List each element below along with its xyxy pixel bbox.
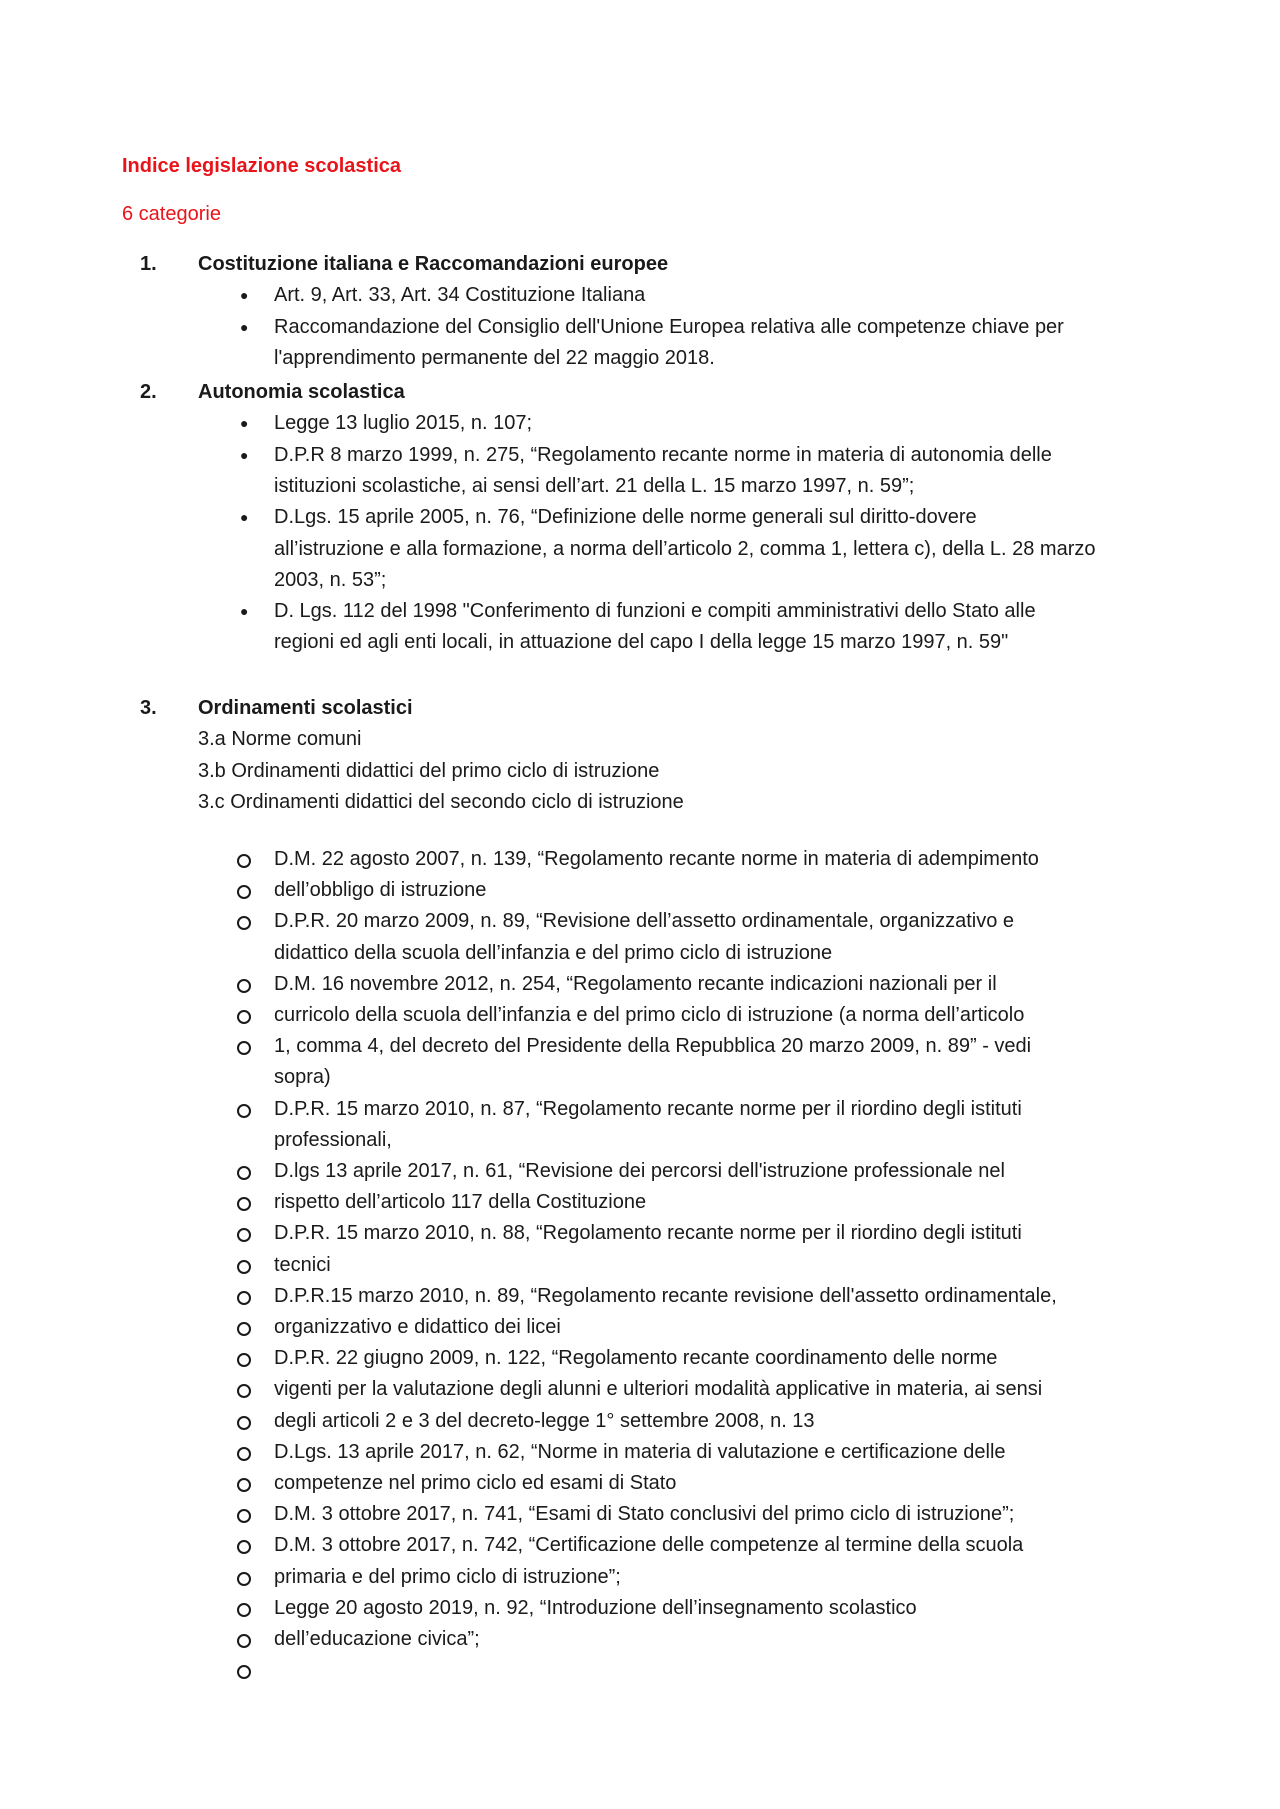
- circle-bullet-icon: [237, 1197, 251, 1211]
- circle-bullet-icon: [237, 1384, 251, 1398]
- section-number: 2.: [140, 381, 157, 403]
- section-title: Autonomia scolastica: [198, 381, 405, 403]
- subsection-label: 3.c Ordinamenti didattici del secondo ciclo di istruzione: [198, 790, 684, 813]
- document-title: Indice legislazione scolastica: [122, 155, 402, 177]
- circle-bullet-icon: [237, 1104, 251, 1118]
- list-item-text: competenze nel primo ciclo ed esami di Stato: [274, 1472, 677, 1494]
- list-item-text: D.P.R. 15 marzo 2010, n. 87, “Regolamento recante norme per il riordino degli istituti: [274, 1098, 1022, 1120]
- circle-bullet-icon: [237, 1447, 251, 1461]
- circle-bullet-icon: [237, 979, 251, 993]
- list-item-text: D.M. 3 ottobre 2017, n. 742, “Certificazione delle competenze al termine della scuola: [274, 1534, 1024, 1556]
- list-item-text: D.P.R. 22 giugno 2009, n. 122, “Regolamento recante coordinamento delle norme: [274, 1347, 998, 1369]
- bullet-icon: ●: [240, 603, 249, 620]
- list-item-text: D.lgs 13 aprile 2017, n. 61, “Revisione dei percorsi dell'istruzione professionale nel: [274, 1160, 1005, 1182]
- list-item-text: Legge 20 agosto 2019, n. 92, “Introduzione dell’insegnamento scolastico: [274, 1597, 917, 1619]
- list-item-text: dell’educazione civica”;: [274, 1628, 480, 1650]
- subsection-label: 3.a Norme comuni: [198, 728, 362, 751]
- list-item-text: vigenti per la valutazione degli alunni e ulteriori modalità applicative in materia, ai sensi: [274, 1378, 1043, 1400]
- list-item-text: didattico della scuola dell’infanzia e del primo ciclo di istruzione: [274, 942, 833, 964]
- bullet-icon: ●: [240, 509, 249, 526]
- bullet-text-line: D.Lgs. 15 aprile 2005, n. 76, “Definizione delle norme generali sul diritto-dovere: [274, 506, 977, 529]
- bullet-text-line: D. Lgs. 112 del 1998 "Conferimento di funzioni e compiti amministrativi dello Stato alle: [274, 600, 1036, 623]
- circle-bullet-icon: [237, 1572, 251, 1586]
- list-item-text: professionali,: [274, 1129, 392, 1151]
- bullet-text-line: Legge 13 luglio 2015, n. 107;: [274, 412, 532, 435]
- bullet-icon: ●: [240, 415, 249, 432]
- circle-bullet-icon: [237, 1353, 251, 1367]
- circle-bullet-icon: [237, 1260, 251, 1274]
- circle-bullet-icon: [237, 854, 251, 868]
- bullet-text-line: all’istruzione e alla formazione, a norma dell’articolo 2, comma 1, lettera c), della L. 28 marzo: [274, 537, 1096, 560]
- bullet-text-line: l'apprendimento permanente del 22 maggio 2018.: [274, 346, 715, 369]
- list-item-text: sopra): [274, 1066, 331, 1088]
- bullet-text-line: Raccomandazione del Consiglio dell'Unione Europea relativa alle competenze chiave per: [274, 315, 1064, 338]
- circle-bullet-icon: [237, 1228, 251, 1242]
- circle-bullet-icon: [237, 1416, 251, 1430]
- circle-bullet-icon: [237, 1665, 251, 1679]
- list-item-text: 1, comma 4, del decreto del Presidente della Repubblica 20 marzo 2009, n. 89” - vedi: [274, 1035, 1032, 1057]
- section-number: 3.: [140, 697, 157, 719]
- circle-bullet-icon: [237, 1166, 251, 1180]
- circle-bullet-icon: [237, 1010, 251, 1024]
- bullet-text-line: Art. 9, Art. 33, Art. 34 Costituzione Italiana: [274, 284, 646, 307]
- list-item-text: D.P.R.15 marzo 2010, n. 89, “Regolamento recante revisione dell'assetto ordinamentale,: [274, 1285, 1057, 1307]
- circle-bullet-icon: [237, 1509, 251, 1523]
- bullet-text-line: istituzioni scolastiche, ai sensi dell’art. 21 della L. 15 marzo 1997, n. 59”;: [274, 474, 915, 497]
- circle-bullet-icon: [237, 885, 251, 899]
- list-item-text: D.M. 22 agosto 2007, n. 139, “Regolamento recante norme in materia di adempimento: [274, 848, 1039, 870]
- list-item-text: D.M. 16 novembre 2012, n. 254, “Regolamento recante indicazioni nazionali per il: [274, 973, 997, 995]
- circle-bullet-icon: [237, 1041, 251, 1055]
- section-title: Ordinamenti scolastici: [198, 697, 413, 719]
- list-item-text: D.P.R. 15 marzo 2010, n. 88, “Regolamento recante norme per il riordino degli istituti: [274, 1222, 1022, 1244]
- list-item-text: rispetto dell’articolo 117 della Costituzione: [274, 1191, 647, 1213]
- section-number: 1.: [140, 253, 157, 275]
- circle-bullet-icon: [237, 1291, 251, 1305]
- list-item-text: organizzativo e didattico dei licei: [274, 1316, 561, 1338]
- bullet-text-line: D.P.R 8 marzo 1999, n. 275, “Regolamento recante norme in materia di autonomia delle: [274, 443, 1052, 466]
- list-item-text: D.M. 3 ottobre 2017, n. 741, “Esami di Stato conclusivi del primo ciclo di istruzione”;: [274, 1503, 1015, 1525]
- circle-bullet-icon: [237, 916, 251, 930]
- bullet-icon: ●: [240, 287, 249, 304]
- list-item-text: primaria e del primo ciclo di istruzione”;: [274, 1566, 621, 1588]
- circle-bullet-icon: [237, 1603, 251, 1617]
- document-subtitle: 6 categorie: [122, 203, 221, 225]
- bullet-icon: ●: [240, 446, 249, 463]
- list-item-text: degli articoli 2 e 3 del decreto-legge 1° settembre 2008, n. 13: [274, 1410, 815, 1432]
- list-item-text: D.P.R. 20 marzo 2009, n. 89, “Revisione dell’assetto ordinamentale, organizzativo e: [274, 910, 1015, 932]
- list-item-text: curricolo della scuola dell’infanzia e del primo ciclo di istruzione (a norma dell’articolo: [274, 1004, 1025, 1026]
- circle-bullet-icon: [237, 1478, 251, 1492]
- bullet-text-line: regioni ed agli enti locali, in attuazione del capo I della legge 15 marzo 1997, n. 59": [274, 631, 1009, 654]
- list-item-text: dell’obbligo di istruzione: [274, 879, 487, 901]
- section-title: Costituzione italiana e Raccomandazioni europee: [198, 253, 669, 275]
- circle-bullet-icon: [237, 1634, 251, 1648]
- bullet-text-line: 2003, n. 53”;: [274, 568, 387, 591]
- circle-bullet-icon: [237, 1322, 251, 1336]
- list-item-text: D.Lgs. 13 aprile 2017, n. 62, “Norme in materia di valutazione e certificazione delle: [274, 1441, 1006, 1463]
- circle-bullet-icon: [237, 1540, 251, 1554]
- bullet-icon: ●: [240, 318, 249, 335]
- subsection-label: 3.b Ordinamenti didattici del primo ciclo di istruzione: [198, 759, 660, 782]
- list-item-text: tecnici: [274, 1254, 331, 1276]
